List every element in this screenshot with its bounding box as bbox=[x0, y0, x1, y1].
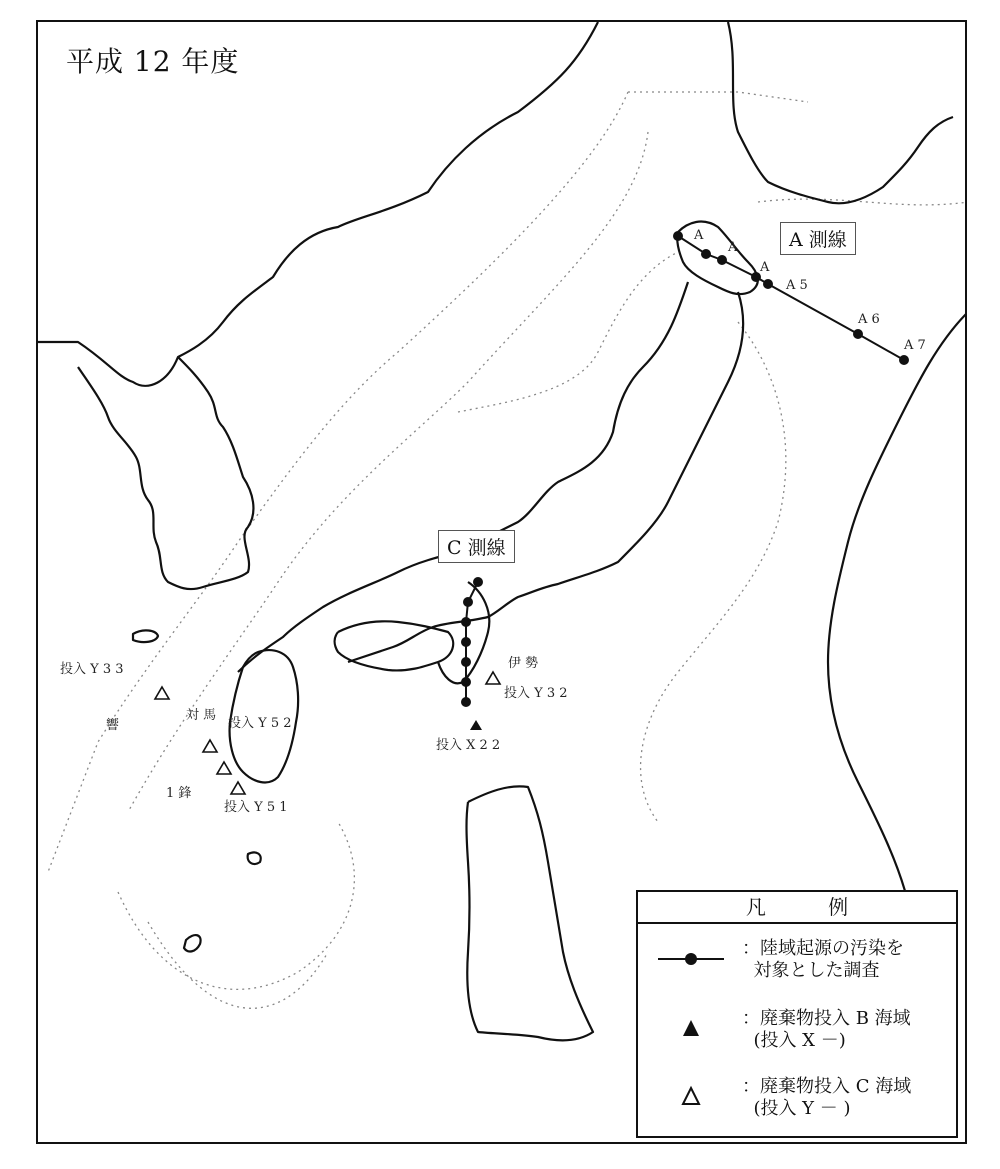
station-c7 bbox=[462, 698, 470, 706]
map-frame bbox=[36, 20, 967, 1144]
station-c6 bbox=[462, 678, 470, 686]
dump-label-y32: 投入 Y 3 2 bbox=[504, 686, 568, 701]
survey-line-c bbox=[462, 578, 482, 706]
contour-pacific bbox=[641, 322, 786, 822]
legend-item-area-c bbox=[638, 1072, 956, 1132]
station-a7 bbox=[900, 356, 908, 364]
coast-islet-a bbox=[133, 630, 158, 642]
station-a6 bbox=[854, 330, 862, 338]
open-triangle-icon bbox=[656, 1082, 726, 1112]
place-label-south: 1 鋒 bbox=[166, 786, 192, 801]
station-label-a6: A 6 bbox=[858, 312, 880, 327]
legend-item-land-pollution bbox=[638, 932, 956, 992]
coast-honshu-north bbox=[238, 282, 688, 672]
place-label-tsushima: 対 馬 bbox=[186, 708, 217, 723]
open-triangle-icon bbox=[231, 782, 245, 794]
filled-triangle-icon bbox=[470, 720, 482, 730]
map-legend bbox=[636, 890, 958, 1138]
station-a1 bbox=[674, 232, 682, 240]
open-triangle-icon bbox=[155, 687, 169, 699]
station-a2 bbox=[702, 250, 710, 258]
station-label-a3: A bbox=[760, 260, 770, 275]
station-label-a5: A 5 bbox=[786, 278, 808, 293]
contour-sea-japan bbox=[458, 252, 678, 412]
line-dot-icon bbox=[656, 944, 726, 974]
dump-label-y51: 投入 Y 5 1 bbox=[224, 800, 288, 815]
station-a3 bbox=[718, 256, 726, 264]
station-label-a1: A bbox=[694, 228, 704, 243]
station-label-a2: A bbox=[728, 240, 738, 255]
dump-label-y52: 投入 Y 5 2 bbox=[228, 716, 292, 731]
station-label-a7: A 7 bbox=[904, 338, 926, 353]
place-label-hibiki: 響 bbox=[106, 718, 120, 733]
map-title: 平成 12 年度 bbox=[66, 45, 240, 78]
coast-southern-island bbox=[467, 786, 594, 1040]
open-triangle-icon bbox=[203, 740, 217, 752]
place-label-ise: 伊 勢 bbox=[508, 656, 539, 671]
legend-item-text: ：廃棄物投入 B 海域 (投入 X －) bbox=[742, 1008, 911, 1051]
coast-pacific-boundary bbox=[828, 312, 967, 902]
open-triangle-icon bbox=[217, 762, 231, 774]
open-triangle-icon bbox=[486, 672, 500, 684]
legend-item-text: ：廃棄物投入 C 海域 (投入 Y － ) bbox=[742, 1076, 912, 1119]
contour-outer bbox=[48, 92, 808, 872]
legend-title: 凡 例 bbox=[638, 892, 956, 924]
contour-south bbox=[118, 822, 354, 989]
coast-islet-c bbox=[184, 935, 201, 951]
station-a5 bbox=[764, 280, 772, 288]
coast-kii-peninsula bbox=[438, 582, 489, 683]
station-a4 bbox=[752, 273, 760, 281]
dump-markers bbox=[155, 672, 500, 794]
legend-item-area-b bbox=[638, 1004, 956, 1064]
legend-item-text: ：陸域起源の汚染を 対象とした調査 bbox=[742, 938, 904, 981]
contour-ryukyu bbox=[148, 922, 328, 1008]
c-line-label: C 測線 bbox=[438, 530, 515, 563]
coast-honshu-pacific bbox=[348, 292, 743, 662]
coast-korea bbox=[78, 357, 253, 589]
a-line-label: A 測線 bbox=[780, 222, 856, 255]
contour-north bbox=[758, 199, 967, 205]
station-c2 bbox=[464, 598, 472, 606]
dump-label-y33: 投入 Y 3 3 bbox=[60, 662, 124, 677]
coast-islet-b bbox=[248, 852, 261, 864]
station-c4 bbox=[462, 638, 470, 646]
station-c3 bbox=[462, 618, 470, 626]
station-c1 bbox=[474, 578, 482, 586]
dump-label-x22: 投入 X 2 2 bbox=[436, 738, 501, 753]
filled-triangle-icon bbox=[656, 1014, 726, 1044]
station-c5 bbox=[462, 658, 470, 666]
